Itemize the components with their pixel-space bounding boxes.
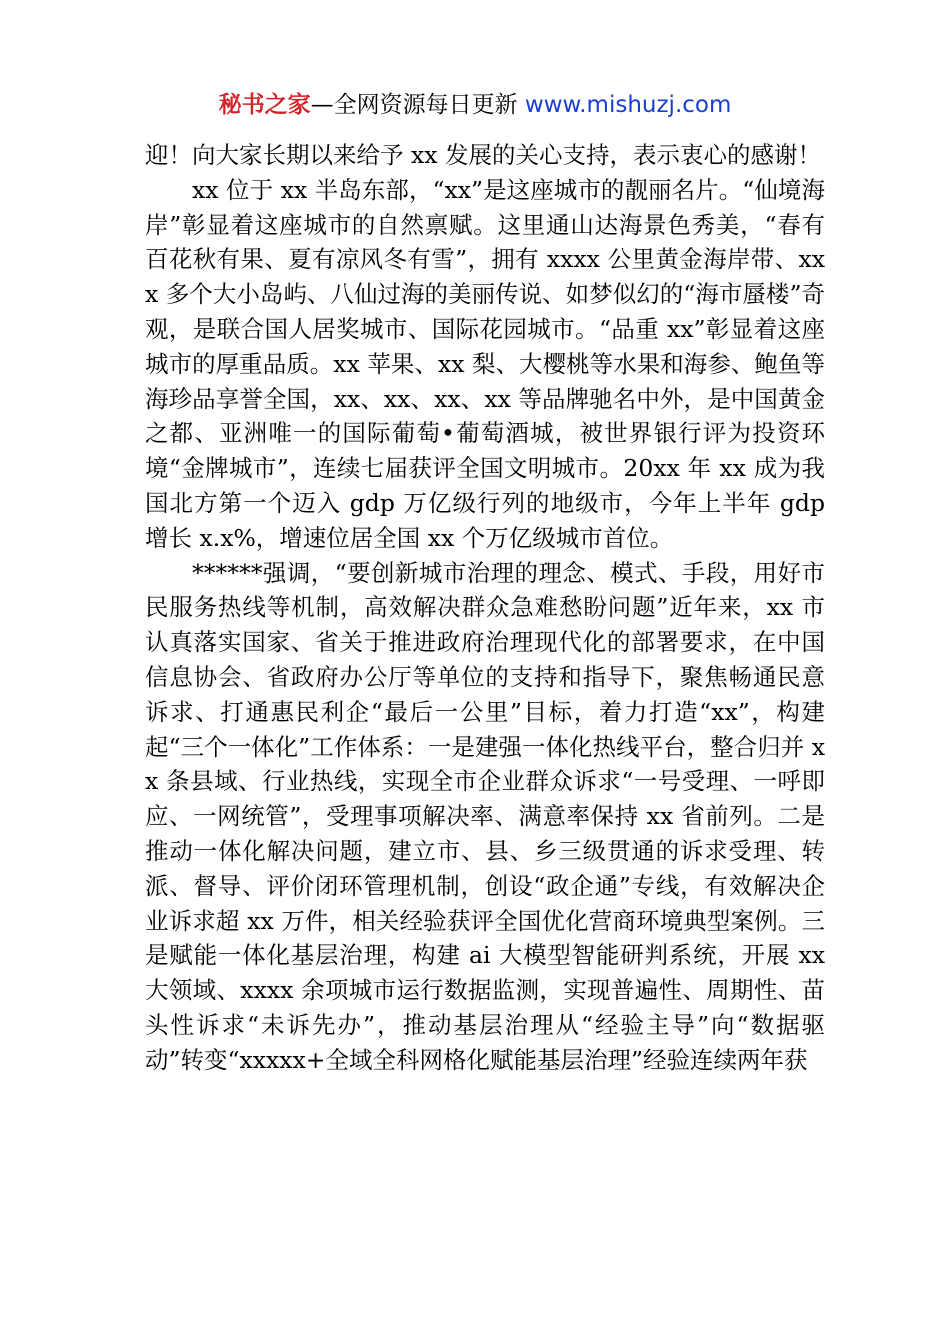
paragraph-continuation: 迎！向大家长期以来给予 xx 发展的关心支持，表示衷心的感谢！ <box>145 141 821 169</box>
paragraph-city-governance: ******强调，“要创新城市治理的理念、模式、手段，用好市民服务热线等机制，高效解决群众急难愁盼问题”近年来，xx 市认真落实国家、省关于推进政府治理现代化的部署要求，在中国信息协会、省政府办公厅等单位的支持和指导下，聚焦畅通民意诉求、打通惠民利企“最后一公里”目标，着力打造“xx”，构建起“三个一体化”工作体系：一是建强一体化热线平台，整合归并 xx 条县域、行业热线，实现全市企业群众诉求“一号受理、一呼即应、一网统管”，受理事项解决率、满意率保持 xx 省前列。二是推动一体化解决问题，建立市、县、乡三级贯通的诉求受理、转派、督导、评价闭环管理机制，创设“政企通”专线，有效解决企业诉求超 xx 万件，相关经验获评全国优化营商环境典型案例。三是赋能一体化基层治理，构建 ai 大模型智能研判系统，开展 xx 大领域、xxxx 余项城市运行数据监测，实现普遍性、周期性、苗头性诉求“未诉先办”，推动基层治理从“经验主导”向“数据驱动”转变“xxxxx+全域全科网格化赋能基层治理”经验连续两年获 <box>145 558 825 1074</box>
header-tagline: —全网资源每日更新 <box>310 92 525 118</box>
site-name: 秘书之家 <box>218 92 311 118</box>
page-header <box>0 90 950 120</box>
site-url-link[interactable]: www.mishuzj.com <box>524 92 732 118</box>
paragraph-city-introduction: xx 位于 xx 半岛东部，“xx”是这座城市的靓丽名片。“仙境海岸”彰显着这座城市的自然禀赋。这里通山达海景色秀美，“春有百花秋有果、夏有凉风冬有雪”，拥有 xxxx 公里黄金海岸带、xxx 多个大小岛屿、八仙过海的美丽传说、如梦似幻的“海市蜃楼”奇观，是联合国人居奖城市、国际花园城市。“品重 xx”彰显着这座城市的厚重品质。xx 苹果、xx 梨、大樱桃等水果和海参、鲍鱼等海珍品享誉全国，xx、xx、xx、xx 等品牌驰名中外，是中国黄金之都、亚洲唯一的国际葡萄•葡萄酒城，被世界银行评为投资环境“金牌城市”，连续七届获评全国文明城市。20xx 年 xx 成为我国北方第一个迈入 gdp 万亿级行列的地级市，今年上半年 gdp 增长 x.x%，增速位居全国 xx 个万亿级城市首位。 <box>145 175 825 552</box>
document-body <box>145 138 825 1078</box>
